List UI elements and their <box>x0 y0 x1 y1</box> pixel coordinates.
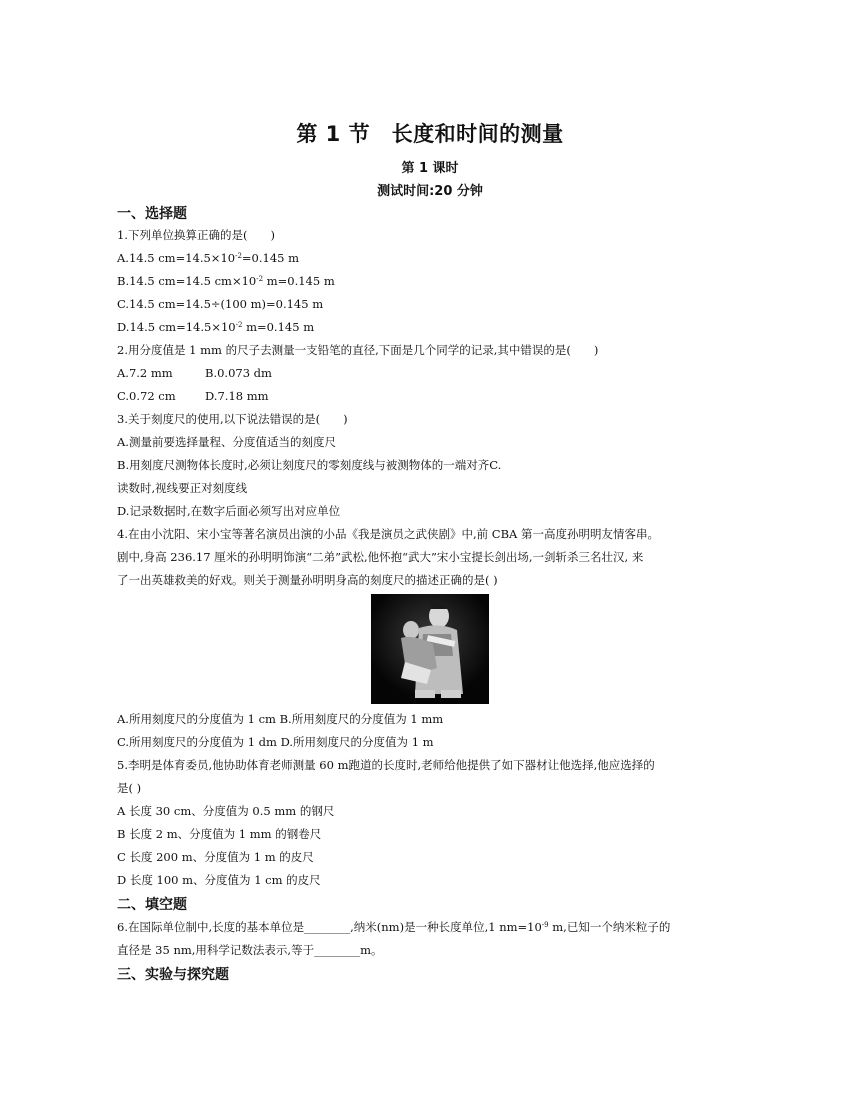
question-4-stem-line-2: 剧中,身高 236.17 厘米的孙明明饰演“二弟”武松,他怀抱“武大”宋小宝提长剑出场,一剑斩杀三名壮汉, 来 <box>117 550 644 564</box>
question-2-option-c: C.0.72 cm <box>117 389 176 403</box>
question-5-stem-line-2: 是( ) <box>117 781 142 795</box>
question-2-option-a: A.7.2 mm <box>117 366 173 380</box>
question-1-option-d: D.14.5 $cm=14.5\times 10^{-2}$ m=0.145 m <box>117 320 315 334</box>
question-5-option-b: B 长度 2 m、分度值为 1 mm 的钢卷尺 <box>117 827 322 841</box>
question-2-stem: 2.用分度值是 1 mm 的尺子去测量一支铅笔的直径,下面是几个同学的记录,其中错误的是( ) <box>117 343 599 357</box>
question-4-stem-line-3: 了一出英雄救美的好戏。则关于测量孙明明身高的刻度尺的描述正确的是( ) <box>117 573 498 587</box>
question-6-line-2: 直径是 35 nm,用科学记数法表示,等于________m。 <box>117 943 383 957</box>
question-5-option-a: A 长度 30 cm、分度值为 0.5 mm 的钢尺 <box>117 804 335 818</box>
section-heading-choice: 一、选择题 <box>117 206 187 222</box>
question-3-option-b: B.用刻度尺测物体长度时,必须让刻度尺的零刻度线与被测物体的一端对齐C. <box>117 458 502 472</box>
question-1-option-a: A.14.5 $cm=14.5\times 10^{-2}=0.145$ m <box>117 251 300 265</box>
section-heading-experiment: 三、实验与探究题 <box>117 967 229 983</box>
question-3-option-a: A.测量前要选择量程、分度值适当的刻度尺 <box>117 435 336 449</box>
question-4-stem-line-1: 4.在由小沈阳、宋小宝等著名演员出演的小品《我是演员之武侠剧》中,前 CBA 第一高度孙明明友情客串。 <box>117 527 659 541</box>
stage-performance-photo <box>371 594 489 704</box>
question-5-option-d: D 长度 100 m、分度值为 1 cm 的皮尺 <box>117 873 321 887</box>
test-time: 测试时间:20 分钟 <box>377 184 483 199</box>
photo-illustration <box>371 594 489 704</box>
question-1-option-c: C.14.5 cm=14.5÷(100 m)=0.145 m <box>117 297 324 311</box>
question-2-option-b: B.0.073 dm <box>205 366 272 380</box>
page-title: 第 1 节 长度和时间的测量 <box>296 122 564 146</box>
question-3-option-d: D.记录数据时,在数字后面必须写出对应单位 <box>117 504 341 518</box>
question-3-stem: 3.关于刻度尺的使用,以下说法错误的是( ) <box>117 412 348 426</box>
question-5-stem-line-1: 5.李明是体育委员,他协助体育老师测量 60 m跑道的长度时,老师给他提供了如下器材让他选择,他应选择的 <box>117 758 655 772</box>
question-2-option-d: D.7.18 mm <box>205 389 269 403</box>
question-6-line-1: 6.在国际单位制中,长度的基本单位是________,纳米(nm)是一种长度单位,1 $nm=10^{-9}$ m,已知一个纳米粒子的 <box>117 920 671 934</box>
section-heading-fill: 二、填空题 <box>117 897 187 913</box>
question-5-option-c: C 长度 200 m、分度值为 1 m 的皮尺 <box>117 850 314 864</box>
question-3-option-c: 读数时,视线要正对刻度线 <box>117 481 248 495</box>
question-4-options-ab: A.所用刻度尺的分度值为 1 cm B.所用刻度尺的分度值为 1 mm <box>117 712 444 726</box>
question-1-stem: 1.下列单位换算正确的是( ) <box>117 228 275 242</box>
question-4-options-cd: C.所用刻度尺的分度值为 1 dm D.所用刻度尺的分度值为 1 m <box>117 735 434 749</box>
question-1-option-b: B.14.5 cm=14.5 $cm\times 10^{-2}$ m=0.145 m <box>117 274 335 288</box>
lesson-label: 第 1 课时 <box>401 161 459 176</box>
